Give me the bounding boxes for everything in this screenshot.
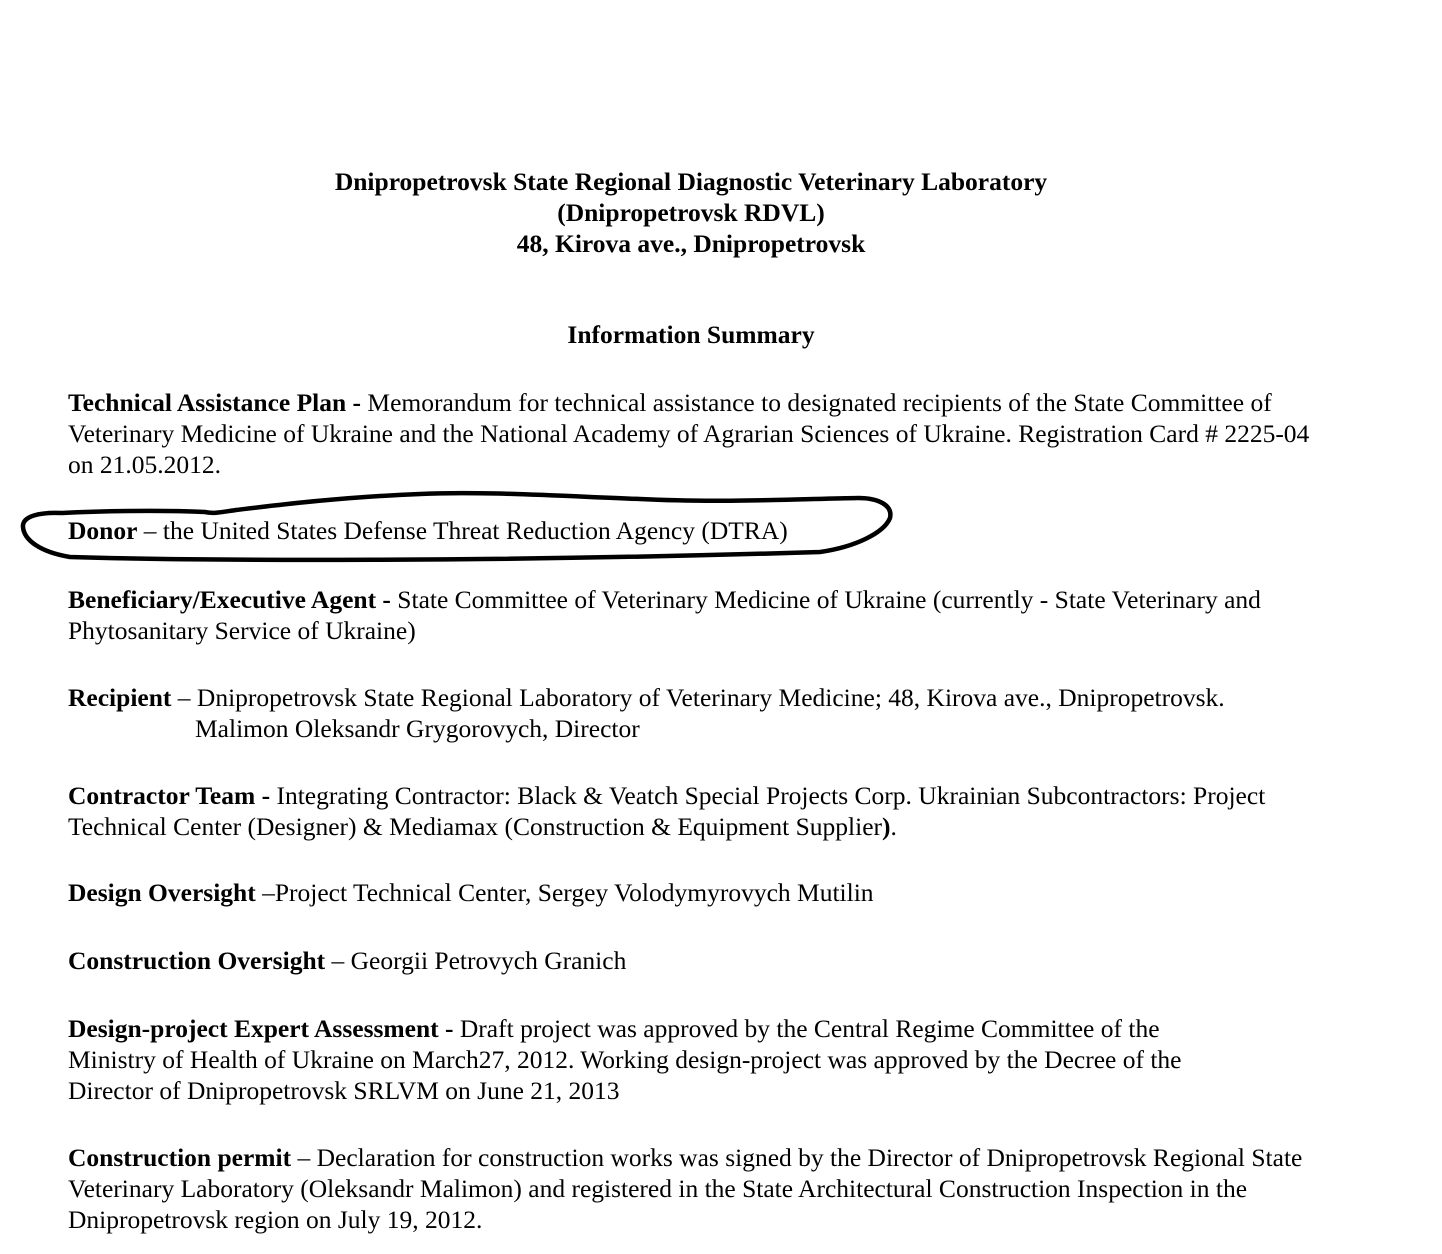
entry-label: Construction Oversight: [68, 946, 326, 975]
entry-design-oversight: [68, 877, 1318, 908]
entry-construction-oversight: [68, 945, 1318, 976]
entry-recipient: [68, 682, 1318, 744]
entry-label: Design-project Expert Assessment -: [68, 1014, 454, 1043]
entry-text-end: .: [890, 812, 897, 841]
entry-text: Memorandum for technical assistance to designated recipients of the State Committee of Veterinary Medicine of Ukraine and the National Academy of Agrarian Sciences of Ukraine. Registration Card # 2225-04 on 21.05.2012.: [68, 388, 1310, 479]
entry-technical-assistance-plan: [68, 387, 1318, 480]
header-lab-name: Dnipropetrovsk State Regional Diagnostic Veterinary Laboratory: [334, 167, 1048, 196]
entry-text: – Dnipropetrovsk State Regional Laboratory of Veterinary Medicine; 48, Kirova ave., Dnipropetrovsk.: [171, 683, 1225, 712]
entry-text: – Georgii Petrovych Granich: [325, 946, 627, 975]
entry-subtext: Malimon Oleksandr Grygorovych, Director: [195, 714, 640, 743]
entry-text: Integrating Contractor: Black & Veatch Special Projects Corp. Ukrainian Subcontractors: Project Technical Center (Designer) & Mediamax (Construction & Equipment Supplier: [68, 781, 1266, 841]
entry-text: –Project Technical Center, Sergey Volodymyrovych Mutilin: [255, 878, 874, 907]
entry-construction-permit: [68, 1142, 1308, 1235]
document-header: [0, 166, 1382, 259]
entry-label: Design Oversight: [68, 878, 256, 907]
entry-beneficiary: [68, 584, 1318, 646]
entry-label: Donor: [68, 516, 138, 545]
entry-contractor-team: [68, 780, 1268, 842]
header-lab-abbreviation: (Dnipropetrovsk RDVL): [557, 198, 825, 227]
entry-label: Recipient: [68, 683, 172, 712]
entry-label: Beneficiary/Executive Agent -: [68, 585, 391, 614]
entry-donor: [68, 515, 1318, 546]
entry-text-bold-paren: ): [882, 812, 891, 841]
entry-text: Draft project was approved by the Central Regime Committee of the Ministry of Health of Ukraine on March27, 2012. Working design-project was approved by the Decree of the Director of Dnipropetrovsk SRLVM on June 21, 2013: [68, 1014, 1182, 1105]
entry-text: – Declaration for construction works was signed by the Director of Dnipropetrovsk Regional State Veterinary Laboratory (Oleksandr Malimon) and registered in the State Architectural Construction Inspection in the Dnipropetrovsk region on July 19, 2012.: [68, 1143, 1303, 1234]
entry-label: Technical Assistance Plan -: [68, 388, 362, 417]
entry-text: State Committee of Veterinary Medicine of Ukraine (currently - State Veterinary and Phytosanitary Service of Ukraine): [68, 585, 1261, 645]
header-address: 48, Kirova ave., Dnipropetrovsk: [516, 229, 866, 258]
entry-label: Construction permit: [68, 1143, 292, 1172]
summary-title: Information Summary: [567, 320, 815, 349]
entry-design-project-expert-assessment: [68, 1013, 1248, 1106]
entry-label: Contractor Team -: [68, 781, 271, 810]
entry-text: – the United States Defense Threat Reduction Agency (DTRA): [137, 516, 788, 545]
